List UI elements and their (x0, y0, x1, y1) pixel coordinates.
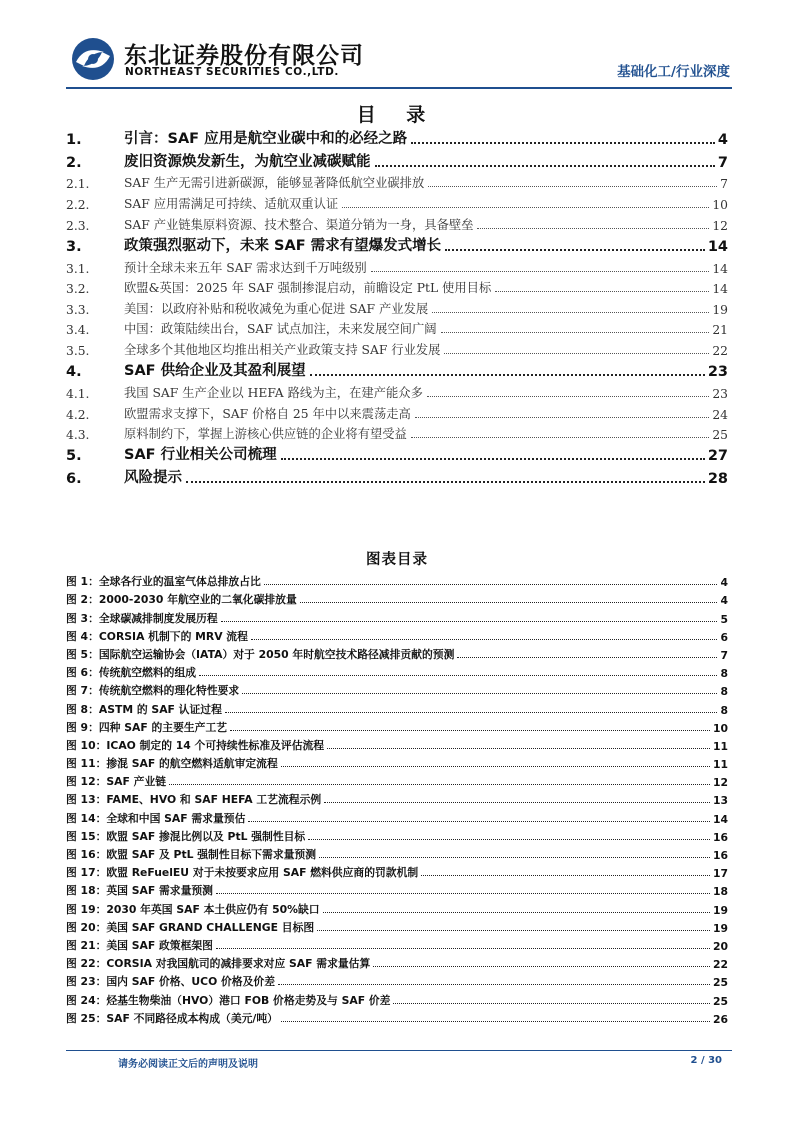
toc-entry-number: 2.2. (66, 197, 90, 212)
figure-entry-title: 图 24：烃基生物柴油（HVO）港口 FOB 价格走势及与 SAF 价差 (66, 993, 391, 1007)
toc-entry-title: SAF 产业链集原料资源、技术整合、渠道分销为一身，具备壁垒 (124, 217, 474, 232)
toc-entry[interactable] (66, 401, 728, 422)
toc-entry-number: 3.1. (66, 261, 90, 276)
toc-entry[interactable] (66, 464, 728, 486)
toc-dot-leader (342, 206, 709, 208)
figure-entry[interactable] (66, 880, 728, 898)
toc-entry-page: 27 (707, 448, 728, 465)
toc-entry-title: 引言：SAF 应用是航空业碳中和的必经之路 (124, 131, 408, 148)
toc-entry-page: 4 (717, 132, 728, 149)
figure-entry[interactable] (66, 826, 728, 844)
figure-entry-page: 10 (712, 721, 728, 735)
figure-entry[interactable] (66, 989, 728, 1007)
toc-entry[interactable] (66, 276, 728, 297)
figure-entry-title: 图 11：掺混 SAF 的航空燃料适航审定流程 (66, 757, 278, 771)
toc-entry[interactable] (66, 296, 728, 317)
toc-entry-number: 3.5. (66, 343, 90, 358)
toc-dot-leader (411, 141, 715, 144)
figure-entry-page: 19 (712, 921, 728, 935)
figure-entry[interactable] (66, 771, 728, 789)
figure-dot-leader (264, 583, 718, 585)
figure-dot-leader (308, 838, 710, 840)
toc-entry-title: 中国：政策陆续出台，SAF 试点加注，未来发展空间广阔 (124, 322, 437, 337)
header-divider (66, 87, 732, 89)
figure-entry-page: 16 (712, 830, 728, 844)
figure-dot-leader (225, 711, 718, 713)
toc-entry[interactable] (66, 255, 728, 276)
figure-entry[interactable] (66, 898, 728, 916)
figure-entry-page: 11 (712, 758, 728, 772)
toc-dot-leader (186, 480, 705, 483)
toc-dot-leader (281, 457, 705, 460)
figure-dot-leader (319, 856, 710, 858)
figure-dot-leader (323, 911, 710, 913)
figure-entry-page: 8 (720, 667, 728, 681)
figure-entry-page: 17 (712, 867, 728, 881)
figure-dot-leader (393, 1002, 710, 1004)
toc-dot-leader (371, 270, 710, 272)
figure-dot-leader (278, 983, 710, 985)
figure-entry[interactable] (66, 917, 728, 935)
toc-entry-title: 原料制约下，掌握上游核心供应链的企业将有望受益 (124, 427, 407, 442)
toc-entry-number: 5. (66, 448, 82, 465)
figure-entry-page: 18 (712, 885, 728, 899)
figure-dot-leader (221, 620, 718, 622)
figure-entry-title: 图 14：全球和中国 SAF 需求量预估 (66, 811, 246, 825)
toc-entry-title: SAF 供给企业及其盈利展望 (124, 363, 306, 380)
toc-entry-title: 全球多个其他地区均推出相关产业政策支持 SAF 行业发展 (124, 342, 441, 357)
figure-entry-page: 14 (712, 812, 728, 826)
figure-entry-page: 6 (720, 630, 728, 644)
figure-dot-leader (457, 656, 717, 658)
toc-entry-page: 14 (712, 261, 728, 276)
toc-title: 目 录 (356, 104, 438, 126)
figure-entry-title: 图 13：FAME、HVO 和 SAF HEFA 工艺流程示例 (66, 793, 322, 807)
figure-entry-title: 图 17：欧盟 ReFuelEU 对于未按要求应用 SAF 燃料供应商的罚款机制 (66, 866, 419, 880)
figure-dot-leader (281, 1020, 710, 1022)
toc-dot-leader (477, 227, 709, 229)
toc-dot-leader (375, 164, 715, 167)
toc-entry-title: 风险提示 (124, 469, 182, 486)
figure-dot-leader (373, 965, 710, 967)
figure-entry-page: 4 (720, 594, 728, 608)
toc-entry-page: 24 (712, 407, 728, 422)
toc-entry-number: 3.2. (66, 282, 90, 297)
toc-dot-leader (428, 185, 717, 187)
table-of-contents (66, 126, 728, 487)
toc-entry-number: 3. (66, 238, 82, 255)
figure-entry[interactable] (66, 607, 728, 625)
toc-entry-title: 欧盟&英国：2025 年 SAF 强制掺混启动，前瞻设定 PtL 使用目标 (124, 281, 492, 296)
report-category: 基础化工/行业深度 (617, 64, 730, 80)
figure-entry[interactable] (66, 717, 728, 735)
toc-dot-leader (445, 248, 705, 251)
figure-entry[interactable] (66, 935, 728, 953)
list-of-figures (66, 571, 728, 1026)
toc-entry-page: 22 (712, 343, 728, 358)
figure-entry-page: 22 (712, 958, 728, 972)
toc-entry-number: 1. (66, 132, 82, 149)
figure-dot-leader (324, 801, 710, 803)
toc-entry-number: 2.1. (66, 177, 90, 192)
figure-dot-leader (199, 674, 717, 676)
figure-entry-page: 13 (712, 794, 728, 808)
figure-entry-title: 图 12：SAF 产业链 (66, 775, 167, 789)
page-indicator: 2 / 30 (690, 1055, 722, 1066)
toc-entry-number: 3.3. (66, 302, 90, 317)
company-name-cn: 东北证券股份有限公司 (124, 43, 364, 69)
toc-entry[interactable] (66, 171, 728, 192)
figure-entry[interactable] (66, 626, 728, 644)
toc-dot-leader (441, 331, 710, 333)
figure-dot-leader (281, 765, 710, 767)
figures-title: 图表目录 (366, 552, 428, 568)
toc-dot-leader (432, 311, 709, 313)
figure-entry-title: 图 7：传统航空燃料的理化特性要求 (66, 684, 240, 698)
figure-dot-leader (300, 601, 718, 603)
toc-entry-page: 14 (707, 238, 728, 255)
toc-entry-title: 美国：以政府补贴和税收减免为重心促进 SAF 产业发展 (124, 301, 429, 316)
toc-entry-page: 21 (712, 323, 728, 338)
figure-entry[interactable] (66, 589, 728, 607)
toc-dot-leader (495, 290, 709, 292)
toc-dot-leader (411, 436, 710, 438)
figure-entry-page: 7 (720, 648, 728, 662)
toc-entry-title: 预计全球未来五年 SAF 需求达到千万吨级别 (124, 260, 367, 275)
toc-entry[interactable] (66, 442, 728, 464)
figure-dot-leader (317, 929, 710, 931)
figure-entry[interactable] (66, 789, 728, 807)
figure-dot-leader (248, 820, 710, 822)
toc-entry[interactable] (66, 380, 728, 401)
figure-entry-page: 8 (720, 703, 728, 717)
figure-entry[interactable] (66, 680, 728, 698)
figure-entry-title: 图 22：CORSIA 对我国航司的减排要求对应 SAF 需求量估算 (66, 957, 371, 971)
toc-entry-page: 10 (712, 197, 728, 212)
toc-entry-page: 23 (712, 386, 728, 401)
toc-entry-number: 6. (66, 470, 82, 487)
figure-entry[interactable] (66, 971, 728, 989)
figure-entry-title: 图 16：欧盟 SAF 及 PtL 强制性目标下需求量预测 (66, 848, 317, 861)
figure-entry-title: 图 2：2000-2030 年航空业的二氧化碳排放量 (66, 593, 297, 607)
toc-entry[interactable] (66, 337, 728, 358)
figure-entry-title: 图 25：SAF 不同路径成本构成（美元/吨） (66, 1011, 278, 1025)
figure-entry[interactable] (66, 1008, 728, 1026)
figure-entry[interactable] (66, 571, 728, 589)
toc-entry-page: 23 (707, 364, 728, 381)
figure-entry[interactable] (66, 953, 728, 971)
figure-entry-page: 20 (712, 939, 728, 953)
figure-entry-title: 图 18：英国 SAF 需求量预测 (66, 884, 213, 898)
figure-dot-leader (216, 892, 710, 894)
toc-entry-title: 我国 SAF 生产企业以 HEFA 路线为主，在建产能众多 (124, 385, 423, 400)
figure-dot-leader (169, 783, 710, 785)
toc-dot-leader (427, 395, 709, 397)
figure-entry-page: 16 (712, 849, 728, 862)
toc-entry-number: 4.1. (66, 386, 90, 401)
figure-entry[interactable] (66, 735, 728, 753)
toc-entry[interactable] (66, 148, 728, 170)
figure-entry[interactable] (66, 807, 728, 825)
toc-entry-page: 28 (707, 470, 728, 487)
figure-entry[interactable] (66, 844, 728, 862)
figure-entry[interactable] (66, 862, 728, 880)
toc-entry-page: 7 (720, 177, 728, 192)
figure-entry-title: 图 20：美国 SAF GRAND CHALLENGE 目标图 (66, 920, 315, 934)
toc-entry-title: 欧盟需求支撑下，SAF 价格自 25 年中以来震荡走高 (124, 406, 411, 421)
toc-entry[interactable] (66, 126, 728, 148)
toc-dot-leader (444, 352, 709, 354)
footer-divider (66, 1050, 732, 1051)
figure-dot-leader (242, 692, 717, 694)
toc-entry-page: 7 (717, 154, 728, 171)
toc-entry-title: SAF 行业相关公司梳理 (124, 447, 277, 464)
figure-dot-leader (251, 638, 718, 640)
northeast-securities-logo-icon (70, 36, 116, 82)
figure-entry-title: 图 8：ASTM 的 SAF 认证过程 (66, 702, 222, 716)
toc-entry-title: 政策强烈驱动下，未来 SAF 需求有望爆发式增长 (124, 237, 442, 254)
figure-entry-title: 图 21：美国 SAF 政策框架图 (66, 938, 213, 952)
figure-entry-page: 8 (720, 685, 728, 699)
toc-dot-leader (415, 416, 709, 418)
figure-entry-title: 图 23：国内 SAF 价格、UCO 价格及价差 (66, 975, 275, 989)
figure-dot-leader (216, 947, 710, 949)
toc-entry[interactable] (66, 317, 728, 338)
figure-entry[interactable] (66, 662, 728, 680)
figure-dot-leader (327, 747, 710, 749)
figure-entry-page: 25 (712, 994, 728, 1008)
figure-entry-title: 图 6：传统航空燃料的组成 (66, 666, 197, 680)
figure-entry[interactable] (66, 644, 728, 662)
figure-entry-page: 4 (720, 576, 728, 590)
toc-entry[interactable] (66, 358, 728, 380)
toc-dot-leader (310, 373, 705, 376)
figure-entry-title: 图 15：欧盟 SAF 掺混比例以及 PtL 强制性目标 (66, 829, 306, 843)
toc-entry-title: 废旧资源焕发新生，为航空业减碳赋能 (124, 153, 371, 170)
figure-entry-title: 图 9：四种 SAF 的主要生产工艺 (66, 720, 228, 734)
page-header (0, 0, 794, 92)
toc-entry[interactable] (66, 233, 728, 255)
toc-entry-number: 3.4. (66, 323, 90, 338)
toc-entry-page: 25 (712, 428, 728, 443)
toc-entry-number: 2.3. (66, 218, 90, 233)
figure-entry-title: 图 3：全球碳减排制度发展历程 (66, 611, 218, 625)
figure-entry[interactable] (66, 753, 728, 771)
toc-entry-page: 19 (712, 302, 728, 317)
figure-entry-page: 5 (720, 612, 728, 626)
figure-dot-leader (230, 729, 710, 731)
company-name-en: NORTHEAST SECURITIES CO.,LTD. (125, 66, 339, 78)
figure-entry-title: 图 1：全球各行业的温室气体总排放占比 (66, 575, 261, 589)
figure-entry-page: 19 (712, 903, 728, 917)
footer-disclaimer: 请务必阅读正文后的声明及说明 (118, 1059, 258, 1070)
figure-entry-title: 图 5：国际航空运输协会（IATA）对于 2050 年时航空技术路径减排贡献的预测 (66, 647, 455, 661)
toc-entry-number: 4. (66, 364, 82, 381)
toc-entry[interactable] (66, 212, 728, 233)
toc-entry-title: SAF 应用需满足可持续、适航双重认证 (124, 196, 339, 211)
toc-entry-title: SAF 生产无需引进新碳源，能够显著降低航空业碳排放 (124, 176, 425, 191)
toc-entry-page: 12 (712, 218, 728, 233)
toc-entry-number: 2. (66, 154, 82, 171)
figure-entry-page: 25 (712, 976, 728, 990)
toc-entry[interactable] (66, 191, 728, 212)
toc-entry-number: 4.3. (66, 428, 90, 443)
figure-entry[interactable] (66, 698, 728, 716)
figure-entry-page: 11 (712, 739, 728, 753)
figure-entry-page: 12 (712, 776, 728, 790)
figure-entry-title: 图 4：CORSIA 机制下的 MRV 流程 (66, 629, 248, 643)
toc-entry-number: 4.2. (66, 407, 90, 422)
figure-entry-title: 图 10：ICAO 制定的 14 个可持续性标准及评估流程 (66, 738, 325, 752)
figure-entry-title: 图 19：2030 年英国 SAF 本土供应仍有 50%缺口 (66, 902, 320, 916)
toc-entry[interactable] (66, 422, 728, 443)
figure-entry-page: 26 (712, 1012, 728, 1026)
figure-dot-leader (421, 874, 710, 876)
toc-entry-page: 14 (712, 282, 728, 297)
